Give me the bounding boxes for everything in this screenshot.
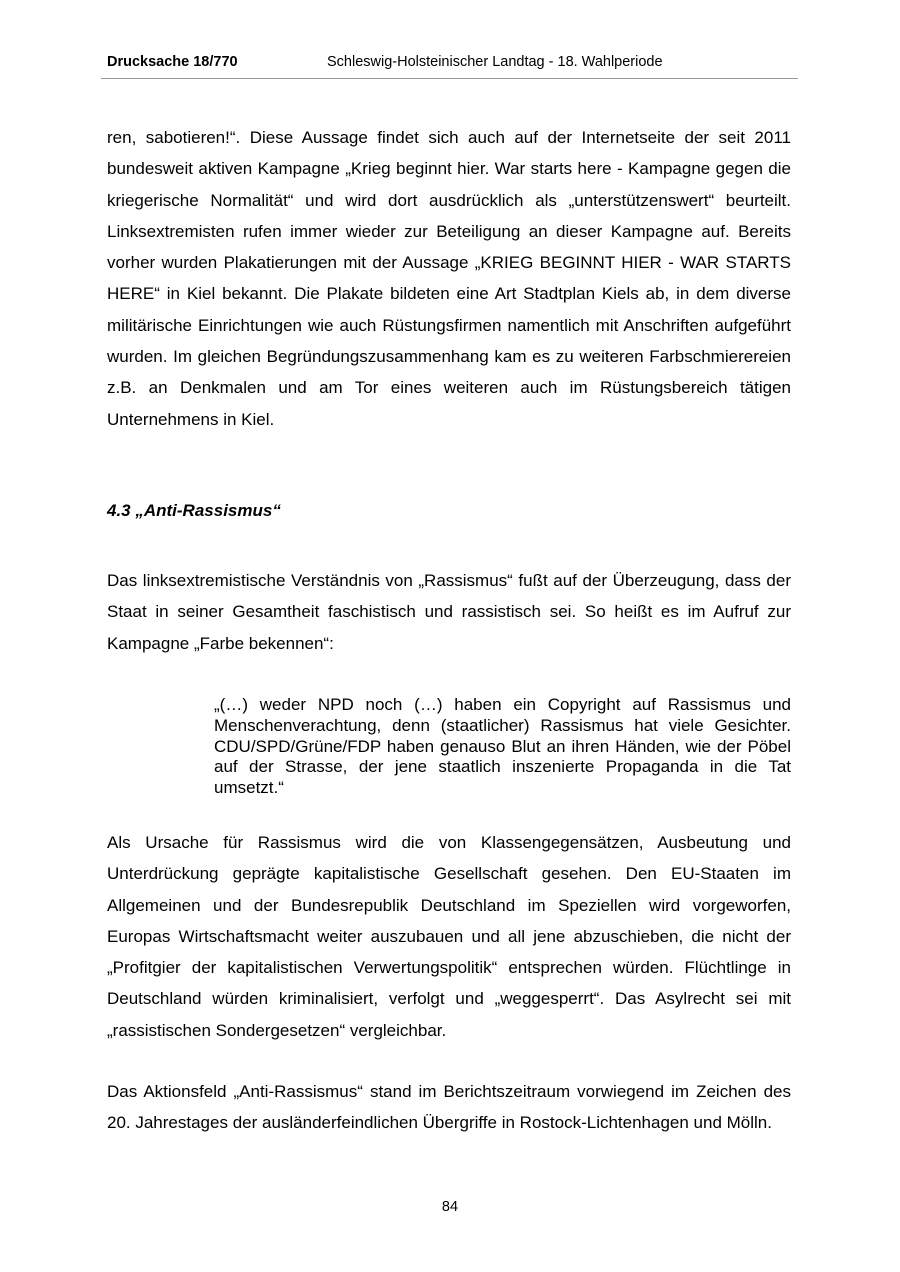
parliament-title: Schleswig-Holsteinischer Landtag - 18. Wahlperiode — [327, 54, 663, 70]
paragraph-3: Als Ursache für Rassismus wird die von Klassengegensätzen, Ausbeutung und Unterdrückung geprägte kapitalistische Gesellschaft gesehen. Den EU-Staaten im Allgemeinen und der Bundesrepublik Deutschland im Speziellen wird vorgeworfen, Europas Wirtschaftsmacht weiter auszubauen und all jene abzuschieben, die nicht der „Profitgier der kapitalistischen Verwertungspolitik“ entsprechen würden. Flüchtlinge in Deutschland würden kriminalisiert, verfolgt und „weggesperrt“. Das Asylrecht sei mit „rassistischen Sondergesetzen“ vergleichbar. — [107, 833, 791, 1040]
paragraph-4: Das Aktionsfeld „Anti-Rassismus“ stand im Berichtszeitraum vorwiegend im Zeichen des 20. Jahrestages der ausländerfeindlichen Übergriffe in Rostock-Lichtenhagen und Mölln. — [107, 1082, 791, 1133]
section-heading: 4.3 „Anti-Rassismus“ — [107, 501, 281, 520]
block-quote: „(…) weder NPD noch (…) haben ein Copyright auf Rassismus und Menschenverachtung, denn (staatlicher) Rassismus hat viele Gesichter. CDU/SPD/Grüne/FDP haben genauso Blut an ihren Händen, wie der Pöbel auf der Strasse, der jene staatlich inszenierte Propaganda in die Tat umsetzt.“ — [214, 695, 791, 798]
page-number: 84 — [441, 1199, 459, 1215]
document-number: Drucksache 18/770 — [107, 54, 238, 70]
paragraph-2: Das linksextremistische Verständnis von „Rassismus“ fußt auf der Überzeugung, dass der Staat in seiner Gesamtheit faschistisch und rassistisch sei. So heißt es im Aufruf zur Kampagne „Farbe bekennen“: — [107, 571, 791, 653]
page-header — [101, 52, 798, 79]
paragraph-1: ren, sabotieren!“. Diese Aussage findet sich auch auf der Internetseite der seit 2011 bundesweit aktiven Kampagne „Krieg beginnt hier. War starts here - Kampagne gegen die kriegerische Normalität“ und wird dort ausdrücklich als „unterstützenswert“ beurteilt. Linksextremisten rufen immer wieder zur Beteiligung an dieser Kampagne auf. Bereits vorher wurden Plakatierungen mit der Aussage „KRIEG BEGINNT HIER - WAR STARTS HERE“ in Kiel bekannt. Die Plakate bildeten eine Art Stadtplan Kiels ab, in dem diverse militärische Einrichtungen wie auch Rüstungsfirmen namentlich mit Anschriften aufgeführt wurden. Im gleichen Begründungszusammenhang kam es zu weiteren Farbschmierereien z.B. an Denkmalen und am Tor eines weiteren auch im Rüstungsbereich tätigen Unternehmens in Kiel. — [107, 128, 791, 429]
